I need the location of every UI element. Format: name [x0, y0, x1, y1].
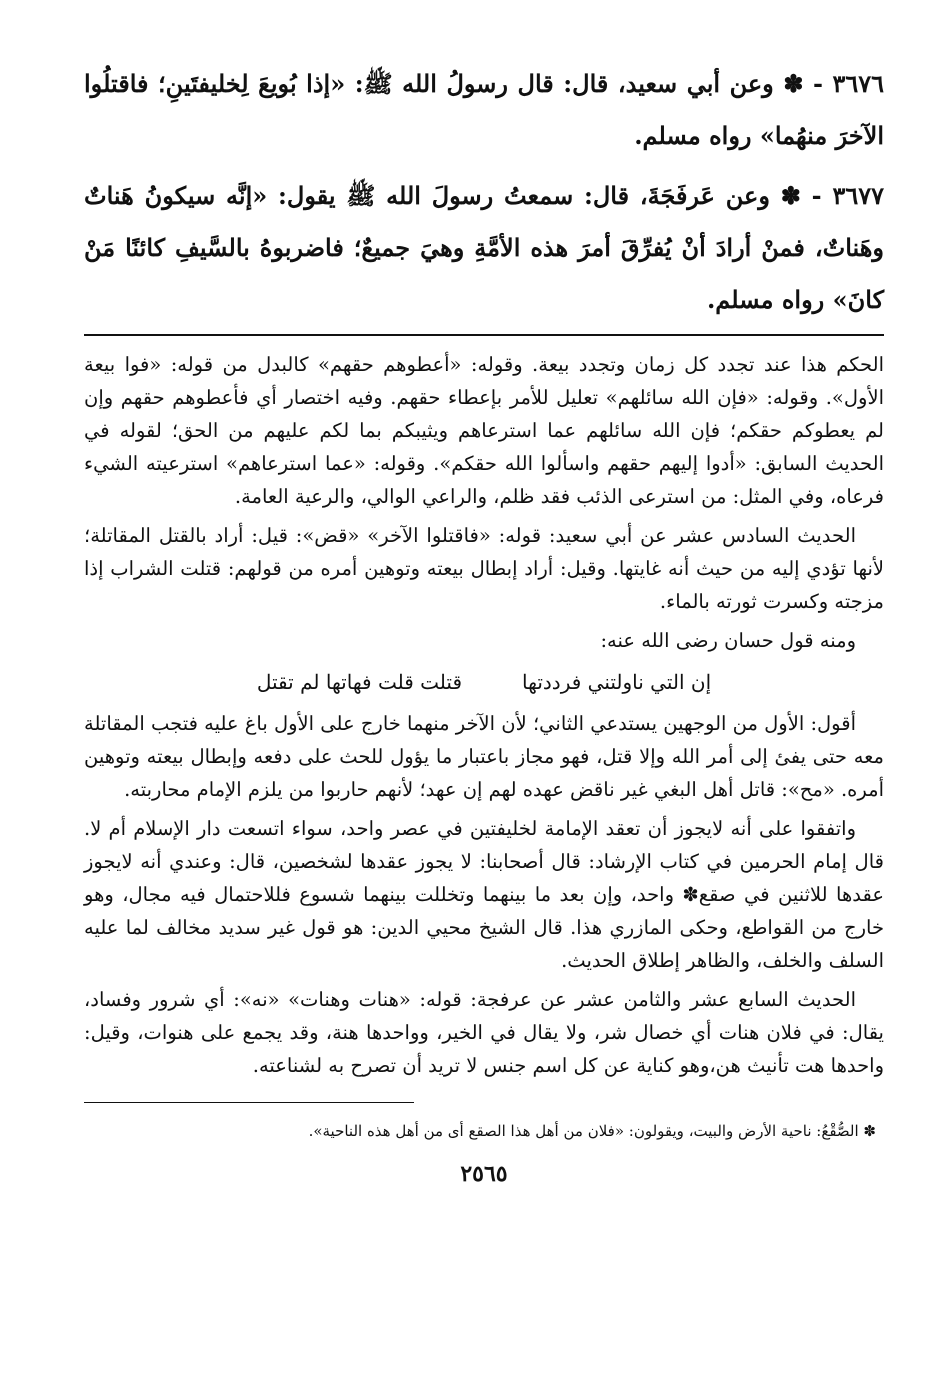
footnote-divider — [84, 1102, 414, 1103]
commentary-paragraph: الحديث السادس عشر عن أبي سعيد: قوله: «فاقتلوا الآخر» «قض»: قيل: أراد بالقتل المقاتلة؛ لأنها تؤدي إليه من حيث أنه غايتها. وقيل: أراد إبطال بيعته وتوهين أمره من قولهم: قتلت الشراب إذا مزجته وكسرت ثورته بالماء. — [84, 524, 884, 613]
hadith-3676 — [84, 58, 884, 162]
hadith-number: ٣٦٧٧ - ✽ — [780, 181, 885, 210]
poem-verse — [84, 663, 884, 701]
commentary-paragraph: واتفقوا على أنه لايجوز أن تعقد الإمامة لخليفتين في عصر واحد، سواء اتسعت دار الإسلام أم لا. قال إمام الحرمين في كتاب الإرشاد: قال أصحابنا: لا يجوز عقدها لشخصين، قال: وعندي أنه لايجوز عقدها للاثنين في صقع✽ واحد، وإن بعد ما بينهما وتخللت بينهما شسوع فللاحتمال فيه مجال، وهو خارج من القواطع، وحكى المازري هذا. قال الشيخ محيي الدين: هو قول غير سديد مخالف لما عليه السلف والخلف، والظاهر إطلاق الحديث. — [84, 817, 884, 972]
section-divider — [84, 334, 884, 336]
commentary-paragraph: الحكم هذا عند تجدد كل زمان وتجدد بيعة. وقوله: «أعطوهم حقهم» كالبدل من قوله: «فوا بيعة الأول». وقوله: «فإن الله سائلهم» تعليل للأمر بإعطاء حقهم. وفيه اختصار أي فأعطوهم حقهم وإن لم يعطوكم حقكم؛ فإن الله سائلهم عما استرعاهم ويثيبكم بما لكم عليهم من الحق؛ لقوله في الحديث السابق: «أدوا إليهم حقهم واسألوا الله حقكم». وقوله: «عما استرعاهم» استرعيته الشيء فرعاه، وفي المثل: من استرعى الذئب فقد ظلم، والراعي الوالي، والرعية العامة. — [84, 353, 884, 508]
verse-first-hemistich: إن التي ناولتني فرددتها — [522, 670, 712, 694]
hadith-text: وعن أبي سعيد، قال: قال رسولُ الله ﷺ: «إذا بُويعَ لِخليفتَينِ؛ فاقتلُوا الآخرَ منهُما» رواه مسلم. — [84, 69, 884, 150]
commentary-paragraph: أقول: الأول من الوجهين يستدعي الثاني؛ لأن الآخر منهما خارج على الأول باغ عليه فتجب المقاتلة معه حتى يفئ إلى أمر الله وإلا قتل، فهو مجاز باعتبار ما يؤول للحث على دفعه وإبطال بيعته وتوهين أمره. «مح»: قاتل أهل البغي غير ناقض عهده لهم إن عهد؛ لأنهم حاربوا من يلزم الإمام محاربته. — [84, 712, 884, 801]
commentary — [84, 348, 884, 1082]
page-number: ٢٥٦٥ — [460, 1161, 508, 1187]
poem-intro: ومنه قول حسان رضى الله عنه: — [600, 629, 856, 652]
hadith-text: وعن عَرفَجَةَ، قال: سمعتُ رسولَ الله ﷺ يقول: «إنَّه سيكونُ هَناتٌ وهَناتٌ، فمنْ أرادَ أنْ يُفرِّقَ أمرَ هذه الأمَّةِ وهيَ جميعٌ؛ فاضربوهُ بالسَّيفِ كائنًا مَنْ كانَ» رواه مسلم. — [84, 181, 884, 314]
book-page — [84, 58, 884, 1348]
commentary-paragraph: الحديث السابع عشر والثامن عشر عن عرفجة: قوله: «هنات وهنات» «نه»: أي شرور وفساد، يقال: في فلان هنات أي خصال شر، ولا يقال في الخير، وواحدها هنة، وقد يجمع على هنوات، وقيل: واحدها هت تأنيث هن،وهو كناية عن كل اسم جنس لا تريد أن تصرح به لشناعته. — [84, 988, 884, 1077]
hadith-number: ٣٦٧٦ - ✽ — [783, 69, 885, 98]
hadith-3677 — [84, 170, 884, 326]
footnote: ✽ الصُّقْعُ: ناحية الأرض والبيت، ويقولون: «فلان من أهل هذا الصقع أى من أهل هذه الناحية». — [308, 1122, 876, 1140]
verse-second-hemistich: قتلت قلت فهاتها لم تقتل — [256, 670, 463, 694]
